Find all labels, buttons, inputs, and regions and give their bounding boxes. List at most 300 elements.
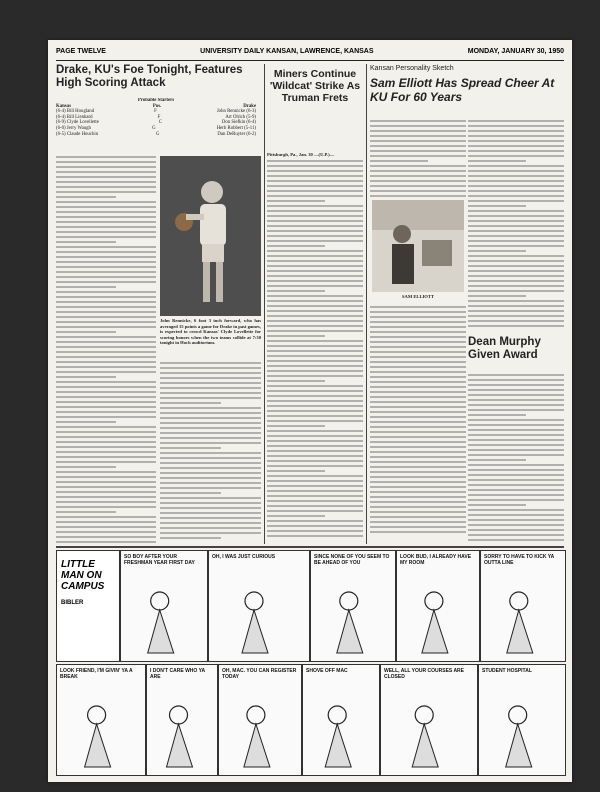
text-line	[56, 531, 156, 533]
comic-panel	[396, 550, 480, 662]
text-line	[160, 527, 261, 529]
text-line	[56, 391, 156, 393]
text-line	[468, 379, 564, 381]
text-line	[267, 345, 363, 347]
text-line	[468, 175, 564, 177]
text-line	[160, 402, 221, 404]
text-line	[56, 171, 156, 173]
text-line	[267, 455, 363, 457]
text-line	[370, 190, 466, 192]
text-line	[370, 311, 466, 313]
text-line	[370, 491, 466, 493]
text-line	[56, 216, 156, 218]
text-line	[267, 385, 363, 387]
text-line	[267, 230, 363, 232]
text-line	[56, 346, 156, 348]
text-line	[370, 386, 466, 388]
text-line	[56, 481, 156, 483]
text-line	[468, 135, 564, 137]
text-line	[160, 482, 261, 484]
section-rule	[56, 546, 564, 548]
text-line	[468, 499, 564, 501]
starter-cell: Herb Robbert (5-11)	[216, 125, 256, 131]
col-kansas: Kansas	[56, 103, 71, 109]
text-line	[56, 191, 156, 193]
text-line	[56, 451, 156, 453]
text-line	[267, 330, 363, 332]
text-line	[370, 140, 466, 142]
text-line	[267, 460, 363, 462]
miners-dateline: Pittsburgh, Pa., Jan. 30 —(U.P.)—	[267, 152, 335, 157]
text-line	[468, 404, 564, 406]
text-line	[468, 439, 564, 441]
text-line	[56, 526, 156, 528]
text-line	[56, 176, 156, 178]
speech-balloon: LOOK BUD, I ALREADY HAVE MY ROOM	[400, 554, 472, 566]
text-line	[267, 465, 363, 467]
text-line	[267, 290, 325, 292]
text-line	[56, 356, 156, 358]
text-line	[56, 231, 156, 233]
text-line	[267, 450, 363, 452]
text-line	[160, 487, 261, 489]
text-line	[267, 435, 363, 437]
text-line	[267, 350, 363, 352]
text-line	[370, 150, 466, 152]
text-line	[370, 346, 466, 348]
text-line	[160, 372, 261, 374]
kicker: Kansan Personality Sketch	[370, 65, 454, 72]
text-line	[468, 444, 564, 446]
text-line	[56, 441, 156, 443]
text-line	[370, 421, 466, 423]
text-line	[468, 320, 564, 322]
text-line	[267, 335, 325, 337]
text-line	[468, 389, 564, 391]
cartoon-figure-icon	[209, 587, 309, 661]
text-line	[468, 290, 564, 292]
text-line	[370, 471, 466, 473]
text-line	[267, 375, 363, 377]
text-line	[468, 160, 526, 162]
text-line	[56, 511, 116, 513]
cartoon-figure-icon	[481, 587, 565, 661]
text-line	[56, 201, 156, 203]
text-line	[267, 215, 363, 217]
cartoon-figure-icon	[57, 701, 145, 775]
text-line	[370, 316, 466, 318]
col-drake: Drake	[243, 103, 256, 109]
text-line	[56, 276, 156, 278]
comic-panel	[302, 664, 380, 776]
text-line	[468, 125, 564, 127]
text-line	[267, 425, 325, 427]
text-line	[160, 392, 261, 394]
starter-cell: F	[154, 109, 157, 115]
issue-date: MONDAY, JANUARY 30, 1950	[467, 48, 564, 55]
text-line	[56, 311, 156, 313]
text-line	[370, 195, 466, 197]
text-line	[468, 300, 564, 302]
cartoon-figure-icon	[479, 701, 565, 775]
page-number: PAGE TWELVE	[56, 48, 106, 55]
text-line	[468, 494, 564, 496]
text-line	[160, 522, 261, 524]
text-line	[468, 524, 564, 526]
text-line	[370, 531, 466, 533]
comic-panel	[120, 550, 208, 662]
text-line	[468, 394, 564, 396]
text-line	[160, 437, 261, 439]
text-line	[56, 181, 156, 183]
text-line	[56, 301, 156, 303]
text-line	[56, 426, 156, 428]
comic-title: LITTLE MAN ON CAMPUS	[61, 559, 105, 592]
text-line	[370, 130, 466, 132]
comic-panel	[218, 664, 302, 776]
text-line	[468, 225, 564, 227]
text-line	[267, 530, 363, 532]
text-line	[370, 416, 466, 418]
kicker-block	[370, 64, 564, 74]
text-line	[267, 205, 363, 207]
text-line	[267, 505, 363, 507]
text-line	[370, 125, 466, 127]
rennicke-caption: John Rennicke, 6 foot 3 inch forward, who has averaged 15 points a game for Drake in past games, is expected to crowd Kansas' Clyde Lovellette for scoring honors when the two teams collide at 7:30 tonight in Hoch auditorium.	[160, 318, 261, 346]
text-line	[370, 466, 466, 468]
drake-headline: Drake, KU's Foe Tonight, Features High Scoring Attack	[56, 64, 243, 89]
elliott-caption: SAM ELLIOTT	[401, 294, 435, 299]
text-line	[56, 271, 156, 273]
text-line	[468, 305, 564, 307]
text-line	[468, 434, 564, 436]
cartoon-figure-icon	[303, 701, 379, 775]
text-line	[468, 539, 564, 541]
text-line	[370, 366, 466, 368]
text-line	[56, 251, 156, 253]
cartoon-figure-icon	[381, 701, 477, 775]
text-line	[267, 325, 363, 327]
text-line	[56, 351, 156, 353]
starter-cell: (6-0) Jerry Waugh	[56, 125, 91, 131]
text-line	[468, 130, 564, 132]
speech-balloon: SINCE NONE OF YOU SEEM TO BE AHEAD OF YOU	[314, 554, 390, 566]
starters-title: Probable Starters	[137, 98, 175, 103]
elliott-headline-block	[370, 76, 564, 116]
text-line	[160, 367, 261, 369]
starter-cell: G	[156, 131, 160, 137]
text-line	[160, 532, 261, 534]
text-line	[468, 145, 564, 147]
text-line	[468, 295, 526, 297]
text-line	[160, 492, 221, 494]
text-line	[468, 399, 564, 401]
comic-panel	[480, 550, 566, 662]
text-line	[160, 427, 261, 429]
text-line	[370, 451, 466, 453]
starter-row	[56, 132, 256, 138]
text-line	[468, 315, 564, 317]
text-line	[468, 195, 564, 197]
text-line	[370, 165, 466, 167]
text-line	[267, 495, 363, 497]
text-line	[56, 411, 156, 413]
text-line	[468, 245, 564, 247]
text-line	[56, 471, 156, 473]
text-line	[160, 382, 261, 384]
starter-cell: (6-4) Bill Hougland	[56, 109, 95, 115]
text-line	[468, 260, 564, 262]
text-line	[267, 415, 363, 417]
text-line	[468, 424, 564, 426]
text-line	[267, 160, 363, 162]
cartoon-figure-icon	[219, 701, 301, 775]
comic-panel	[478, 664, 566, 776]
text-line	[267, 430, 363, 432]
text-line	[267, 400, 363, 402]
miners-body	[267, 152, 363, 544]
text-line	[370, 120, 466, 122]
comic-panel	[56, 664, 146, 776]
text-line	[56, 206, 156, 208]
text-line	[468, 519, 564, 521]
text-line	[468, 474, 564, 476]
text-line	[56, 186, 156, 188]
text-line	[370, 361, 466, 363]
starter-cell: (6-4) Bill Lienhard	[56, 114, 93, 120]
text-line	[160, 467, 261, 469]
text-line	[56, 316, 156, 318]
text-line	[468, 534, 564, 536]
drake-body-col-2	[160, 362, 261, 544]
text-line	[56, 491, 156, 493]
text-line	[160, 477, 261, 479]
text-line	[370, 486, 466, 488]
text-line	[468, 215, 564, 217]
text-line	[468, 285, 564, 287]
starter-cell: John Rennicke (6-3)	[216, 109, 256, 115]
text-line	[370, 436, 466, 438]
text-line	[468, 484, 564, 486]
text-line	[370, 391, 466, 393]
text-line	[370, 441, 466, 443]
cartoon-figure-icon	[311, 587, 395, 661]
text-line	[56, 221, 156, 223]
text-line	[267, 175, 363, 177]
text-line	[468, 230, 564, 232]
text-line	[267, 525, 363, 527]
text-line	[370, 341, 466, 343]
text-line	[468, 155, 564, 157]
speech-balloon: STUDENT HOSPITAL	[482, 668, 532, 674]
text-line	[267, 475, 363, 477]
text-line	[160, 377, 261, 379]
text-line	[267, 200, 325, 202]
text-line	[160, 502, 261, 504]
text-line	[56, 406, 156, 408]
text-line	[160, 397, 261, 399]
speech-balloon: OH, I WAS JUST CURIOUS	[212, 554, 276, 560]
text-line	[160, 407, 261, 409]
comic-panel	[310, 550, 396, 662]
text-line	[468, 170, 564, 172]
text-line	[468, 529, 564, 531]
text-line	[56, 281, 156, 283]
text-line	[56, 236, 156, 238]
cartoon-figure-icon	[147, 701, 217, 775]
text-line	[56, 486, 156, 488]
elliott-body-col-2	[468, 120, 564, 330]
text-line	[468, 280, 564, 282]
text-line	[468, 514, 564, 516]
text-line	[370, 431, 466, 433]
murphy-headline-block	[468, 336, 564, 370]
text-line	[56, 386, 156, 388]
text-line	[370, 175, 466, 177]
text-line	[56, 321, 156, 323]
text-line	[56, 266, 156, 268]
text-line	[160, 432, 261, 434]
text-line	[267, 315, 363, 317]
paper-name: UNIVERSITY DAILY KANSAN, LAWRENCE, KANSAS	[200, 48, 374, 55]
text-line	[370, 446, 466, 448]
text-line	[468, 509, 564, 511]
text-line	[468, 210, 564, 212]
text-line	[267, 195, 363, 197]
text-line	[56, 446, 156, 448]
text-line	[267, 265, 363, 267]
text-line	[160, 417, 261, 419]
text-line	[267, 420, 363, 422]
comic-title-panel	[56, 550, 120, 662]
text-line	[267, 190, 363, 192]
text-line	[468, 454, 564, 456]
speech-balloon: SORRY TO HAVE TO KICK YA OUTTA LINE	[484, 554, 555, 566]
text-line	[56, 521, 156, 523]
text-line	[370, 521, 466, 523]
text-line	[160, 362, 261, 364]
text-line	[56, 456, 156, 458]
text-line	[267, 380, 325, 382]
text-line	[56, 211, 156, 213]
text-line	[267, 170, 363, 172]
text-line	[468, 140, 564, 142]
text-line	[267, 405, 363, 407]
speech-balloon: SHOVE OFF MAC	[306, 668, 348, 674]
text-line	[56, 501, 156, 503]
drake-body-col-1	[56, 156, 156, 544]
text-line	[56, 331, 116, 333]
text-line	[267, 340, 363, 342]
text-line	[56, 166, 156, 168]
text-line	[267, 210, 363, 212]
text-line	[370, 476, 466, 478]
text-line	[468, 489, 564, 491]
text-line	[370, 135, 466, 137]
text-line	[56, 256, 156, 258]
starter-cell: Art Olrich (5-9)	[225, 114, 256, 120]
rennicke-photo	[160, 156, 261, 316]
text-line	[267, 225, 363, 227]
speech-balloon: OH, MAC. YOU CAN REGISTER TODAY	[222, 668, 297, 680]
miners-headline: Miners Continue 'Wildcat' Strike As Truman Frets	[269, 68, 361, 104]
text-line	[56, 496, 156, 498]
elliott-body-col-1	[370, 120, 466, 544]
text-line	[267, 320, 363, 322]
text-line	[56, 161, 156, 163]
text-line	[468, 205, 526, 207]
text-line	[160, 507, 261, 509]
text-line	[160, 472, 261, 474]
text-line	[160, 442, 261, 444]
text-line	[267, 370, 363, 372]
murphy-headline: Dean Murphy Given Award	[468, 336, 541, 361]
text-line	[370, 401, 466, 403]
text-line	[370, 496, 466, 498]
text-line	[267, 185, 363, 187]
text-line	[468, 310, 564, 312]
text-line	[370, 481, 466, 483]
text-line	[56, 261, 156, 263]
speech-balloon: SO BOY AFTER YOUR FRESHMAN YEAR FIRST DAY	[124, 554, 195, 566]
text-line	[56, 286, 116, 288]
text-line	[468, 265, 564, 267]
starter-cell: G	[152, 125, 156, 131]
text-line	[267, 280, 363, 282]
text-line	[56, 376, 116, 378]
text-line	[160, 422, 261, 424]
starters-table	[56, 98, 256, 154]
text-line	[267, 360, 363, 362]
text-line	[468, 185, 564, 187]
elliott-photo	[372, 200, 464, 292]
text-line	[56, 226, 156, 228]
text-line	[267, 245, 325, 247]
text-line	[370, 516, 466, 518]
text-line	[370, 501, 466, 503]
text-line	[370, 396, 466, 398]
starter-cell: C	[158, 120, 162, 126]
text-line	[267, 510, 363, 512]
text-line	[370, 506, 466, 508]
text-line	[468, 180, 564, 182]
starter-cell: (6-5) Claude Houchin	[56, 131, 99, 137]
text-line	[56, 196, 116, 198]
speech-balloon: WELL, ALL YOUR COURSES ARE CLOSED	[384, 668, 465, 680]
text-line	[160, 517, 261, 519]
text-line	[56, 506, 156, 508]
text-line	[56, 306, 156, 308]
text-line	[370, 185, 466, 187]
text-line	[160, 387, 261, 389]
text-line	[370, 411, 466, 413]
text-line	[56, 476, 156, 478]
text-line	[468, 464, 564, 466]
text-line	[468, 419, 564, 421]
text-line	[56, 541, 156, 543]
text-line	[267, 470, 325, 472]
text-line	[56, 381, 156, 383]
text-line	[370, 526, 466, 528]
text-line	[370, 326, 466, 328]
text-line	[468, 479, 564, 481]
text-line	[468, 459, 526, 461]
text-line	[267, 180, 363, 182]
text-line	[468, 235, 564, 237]
text-line	[468, 374, 564, 376]
text-line	[160, 537, 221, 539]
text-line	[56, 371, 156, 373]
